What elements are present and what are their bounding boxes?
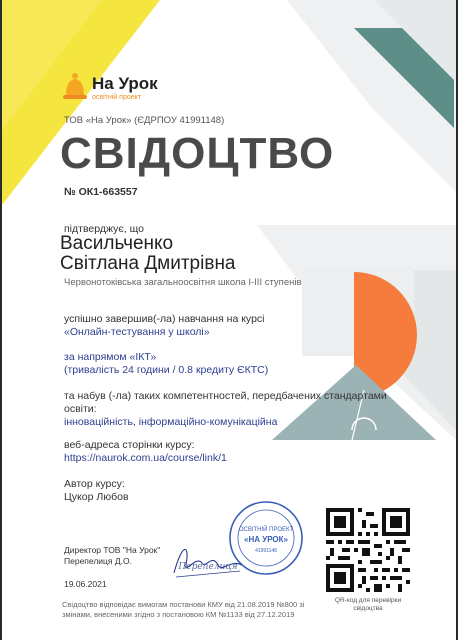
company-info: ТОВ «На Урок» (ЄДРПОУ 41991148) <box>64 115 225 126</box>
qr-code <box>326 508 410 592</box>
recipient-first-name: Світлана Дмитрівна <box>60 253 236 274</box>
bell-icon <box>62 72 88 102</box>
competencies-label: та набув (-ла) таких компетентностей, передбачених стандартами освіти: <box>64 390 387 415</box>
author-name: Цукор Любов <box>64 491 129 503</box>
stamp-center-text: «НА УРОК» <box>244 535 288 544</box>
certificate-page <box>2 0 456 640</box>
author-label: Автор курсу: <box>64 478 125 490</box>
signature-text: Перепелиця <box>178 562 238 572</box>
director-signature <box>168 535 248 585</box>
completed-text: успішно завершив(-ла) навчання на курсі <box>64 313 265 325</box>
brand-name: На Урок <box>92 74 158 93</box>
stamp-top-text: ОСВІТНІЙ ПРОЕКТ <box>238 527 294 533</box>
director-name: Перепелиця Д.О. <box>64 556 132 566</box>
course-name: «Онлайн-тестування у школі» <box>64 326 210 338</box>
course-direction: за напрямом «ІКТ» <box>64 351 157 363</box>
issue-date: 19.06.2021 <box>64 579 107 589</box>
course-url-label: веб-адреса сторінки курсу: <box>64 439 195 451</box>
stamp-code: 41991148 <box>255 548 277 554</box>
certificate-title: СВІДОЦТВО <box>60 129 335 178</box>
school-name: Червонотоківська загальноосвітня школа І-ІІІ ступенів <box>64 277 302 288</box>
certificate-number: № ОК1-663557 <box>64 186 138 198</box>
course-duration: (тривалість 24 години / 0.8 кредиту ЄКТС) <box>64 364 269 376</box>
brand-subtitle: освітній проект <box>92 94 141 101</box>
qr-caption: QR-код для перевірки свідоцтва <box>334 597 402 612</box>
course-url-link[interactable]: https://naurok.com.ua/course/link/1 <box>64 452 227 464</box>
brand-logo <box>62 72 182 106</box>
legal-footer: Свідоцтво відповідає вимогам постанови КМУ від 21.08.2019 №800 зі змінами, внесеними згідно з постановою КМ №1133 від 27.12.2019 <box>62 600 305 619</box>
recipient-last-name: Васильченко <box>60 233 174 254</box>
director-title: Директор ТОВ "На Урок" <box>64 545 161 555</box>
competencies-list: інноваційність, інформаційно-комунікаційна <box>64 416 278 428</box>
confirms-text: підтверджує, що <box>64 223 144 235</box>
